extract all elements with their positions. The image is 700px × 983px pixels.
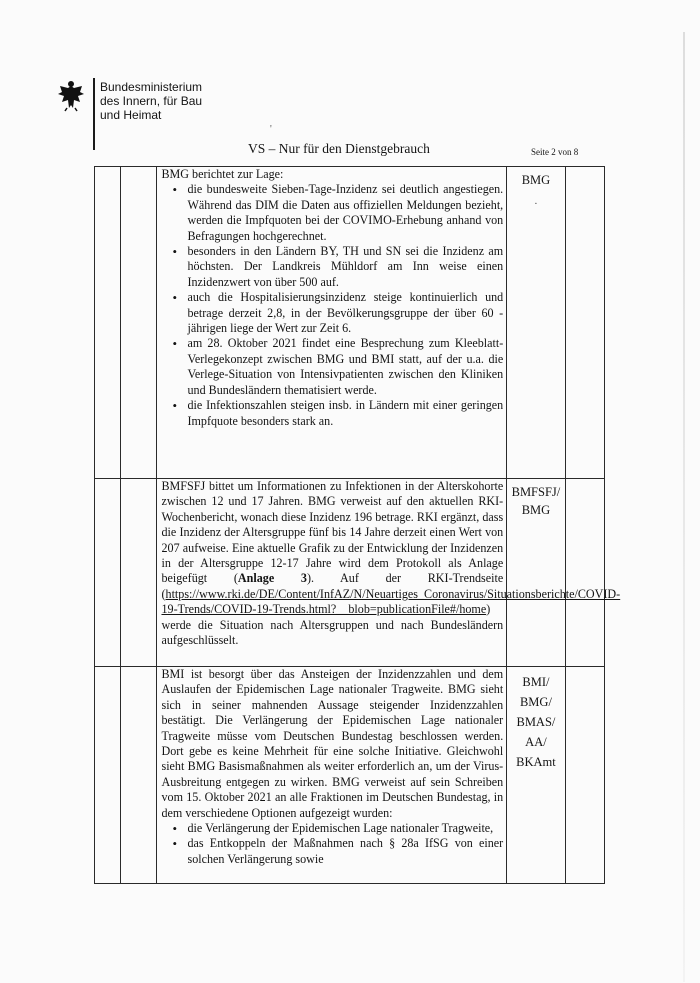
empty-cell bbox=[565, 167, 604, 479]
federal-eagle-logo bbox=[56, 78, 86, 112]
responsible-cell bbox=[507, 167, 565, 479]
responsible-label: BMG/ bbox=[519, 695, 552, 709]
table-row bbox=[95, 479, 605, 667]
empty-cell bbox=[95, 167, 121, 479]
classification-header: VS – Nur für den Dienstgebrauch bbox=[248, 141, 430, 156]
responsible-label: BMG bbox=[521, 173, 551, 187]
responsible-label: BMFSFJ/ bbox=[511, 485, 561, 499]
list-item: • am 28. Oktober 2021 findet eine Besprechung zum Kleeblatt-Verlegekonzept zwischen BMG und BMI statt, auf der u.a. die Verlege-Situation von Intensivpatienten zwischen den Kliniken und Bundesländern thematisiert werde. bbox=[161, 336, 503, 398]
paragraph-text: ). Auf der RKI-Trendseite ( bbox=[161, 571, 504, 601]
attachment-ref: Anlage 3 bbox=[237, 571, 307, 586]
row-paragraph: BMI ist besorgt über das Ansteigen der Inzidenzzahlen und dem Auslaufen der Epidemischen Lage nationaler Tragweite. BMG sieht sich in seiner mahnenden Aussage steigender Inzidenzzahlen bestätigt. Die Verlängerung der Epidemischen Lage nationaler Tragweite müsse vom Deutschen Bundestag beschlossen werden. Dort gebe es keine Mehrheit für eine solche Initiative. Gleichwohl sieht BMG Basismaßnahmen als weiter erforderlich an, um der Virus-Ausbreitung entgegen zu wirken. BMG verweist auf sein Schreiben vom 15. Oktober 2021 an alle Fraktionen im Deutschen Bundestag, in dem verschiedene Optionen aufgezeigt wurden: bbox=[161, 667, 504, 820]
empty-cell bbox=[565, 667, 604, 884]
table-row bbox=[95, 667, 605, 884]
empty-cell bbox=[121, 667, 157, 884]
list-item: • besonders in den Ländern BY, TH und SN sei die Inzidenz am höchsten. Der Landkreis Mühldorf am Inn weise einen Inzidenzwert von über 500 auf. bbox=[161, 244, 503, 290]
responsible-label: BMI/ bbox=[522, 675, 550, 689]
list-item: • die Infektionszahlen steigen insb. in Ländern mit einer geringen Impfquote besonders stark an. bbox=[161, 398, 503, 429]
paragraph-text: ) werde die Situation nach Altersgruppen und nach Bundesländern aufgeschlüsselt. bbox=[161, 602, 504, 648]
bullet-list bbox=[161, 821, 503, 867]
bullet-list bbox=[161, 182, 503, 429]
page-number: Seite 2 von 8 bbox=[531, 147, 579, 157]
ministry-line-3: und Heimat bbox=[100, 108, 162, 122]
empty-cell bbox=[565, 479, 604, 667]
list-item: • das Entkoppeln der Maßnahmen nach § 28a IfSG von einer solchen Verlängerung sowie bbox=[161, 836, 503, 867]
rki-trend-link[interactable]: https://www.rki.de/DE/Content/InfAZ/N/Neuartiges_Coronavirus/Situationsberichte/COVID-19-Trends/COVID-19-Trends.html?__blob=publicationFile#/home bbox=[161, 586, 621, 617]
logo-divider bbox=[93, 78, 95, 150]
minutes-table bbox=[94, 166, 621, 884]
table-row bbox=[95, 167, 605, 479]
responsible-label: BKAmt bbox=[516, 755, 556, 769]
row-paragraph bbox=[161, 479, 621, 648]
agenda-text-cell bbox=[157, 167, 507, 479]
scan-dot: · bbox=[534, 199, 538, 210]
responsible-label: BMAS/ bbox=[516, 715, 556, 729]
paragraph-text: BMFSFJ bittet um Informationen zu Infektionen in der Alterskohorte zwischen 12 und 17 Jahren. BMG verweist auf den aktuellen RKI-Wochenbericht, wonach diese Inzidenz 196 betrage. RKI ergänzt, dass die Inzidenz der Altersgruppe fünf bis 14 Jahre derzeit einen Wert von 207 aufweise. Eine aktuelle Grafik zu der Entwicklung der Inzidenzen in der Altersgruppe 12-17 Jahre wird dem Protokoll als Anlage beigefügt ( bbox=[161, 479, 504, 586]
row-intro: BMG berichtet zur Lage: bbox=[161, 167, 284, 181]
responsible-cell bbox=[507, 667, 565, 884]
list-item: • die bundesweite Sieben-Tage-Inzidenz sei deutlich angestiegen. Während das DIM die Daten aus offiziellen Meldungen bezieht, werden die Impfquoten bei der COVIMO-Erhebung anhand von Befragungen hochgerechnet. bbox=[161, 182, 503, 244]
agenda-text-cell bbox=[157, 667, 507, 884]
empty-cell bbox=[95, 479, 121, 667]
agenda-text-cell bbox=[157, 479, 621, 667]
scan-edge bbox=[683, 32, 685, 982]
ministry-line-2: des Innern, für Bau bbox=[100, 94, 203, 108]
empty-cell bbox=[95, 667, 121, 884]
responsible-cell bbox=[507, 479, 565, 667]
empty-cell bbox=[121, 167, 157, 479]
responsible-label: BMG bbox=[521, 503, 551, 517]
ministry-line-1: Bundesministerium bbox=[100, 80, 203, 94]
scan-mark: ' bbox=[270, 124, 272, 135]
responsible-label: AA/ bbox=[525, 735, 547, 749]
empty-cell bbox=[121, 479, 157, 667]
list-item: • die Verlängerung der Epidemischen Lage nationaler Tragweite, bbox=[161, 821, 503, 836]
ministry-name bbox=[100, 80, 202, 122]
list-item: • auch die Hospitalisierungsinzidenz steige kontinuierlich und betrage derzeit 2,8, in der Bevölkerungsgruppe der über 60 -jährigen liege der Wert zur Zeit 6. bbox=[161, 290, 503, 336]
